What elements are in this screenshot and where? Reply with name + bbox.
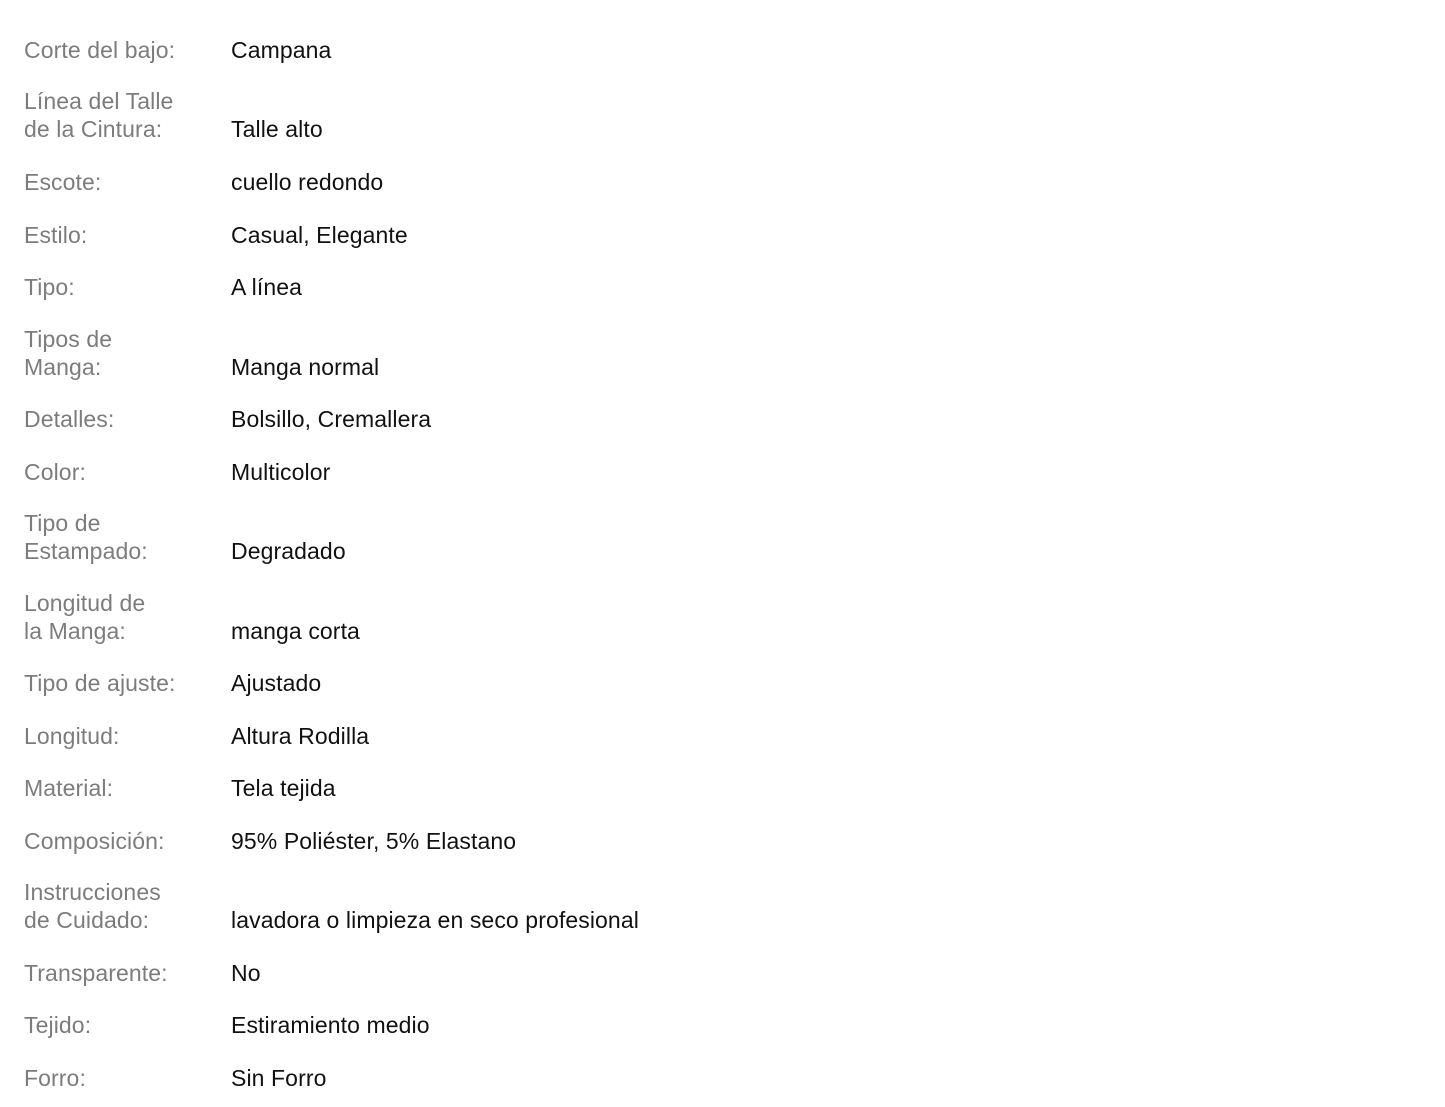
spec-value: Multicolor	[231, 458, 331, 485]
spec-row-neckline	[24, 162, 1404, 196]
spec-value: Bolsillo, Cremallera	[231, 405, 432, 432]
spec-value: A línea	[231, 273, 303, 300]
spec-row-sheer	[24, 953, 1404, 987]
spec-value: Ajustado	[231, 669, 322, 696]
spec-label: Corte del bajo:	[24, 36, 176, 63]
spec-value: Casual, Elegante	[231, 221, 408, 248]
spec-value: Talle alto	[231, 115, 323, 142]
spec-label: Tipo de ajuste:	[24, 669, 176, 696]
spec-value: Estiramiento medio	[231, 1011, 430, 1038]
spec-label: Composición:	[24, 827, 165, 854]
spec-value: Campana	[231, 36, 332, 63]
spec-label: Tipo:	[24, 273, 75, 300]
spec-value: Manga normal	[231, 353, 380, 380]
spec-row-fit-type	[24, 663, 1404, 697]
spec-label: Longitud:	[24, 722, 120, 749]
spec-row-composition	[24, 821, 1404, 855]
spec-value: lavadora o limpieza en seco profesional	[231, 906, 639, 933]
spec-label: Detalles:	[24, 405, 115, 432]
spec-row-sleeve-length	[24, 584, 1404, 645]
spec-label: Tejido:	[24, 1011, 92, 1038]
spec-row-material	[24, 768, 1404, 802]
spec-label: Tipos de Manga:	[24, 326, 113, 380]
spec-value: Tela tejida	[231, 774, 336, 801]
spec-label: Línea del Talle de la Cintura:	[24, 88, 174, 142]
spec-value: manga corta	[231, 617, 360, 644]
spec-row-hem-cut	[24, 30, 1404, 64]
spec-value: Degradado	[231, 537, 346, 564]
spec-row-details	[24, 399, 1404, 433]
spec-row-waistline	[24, 82, 1404, 143]
spec-row-sleeve-type	[24, 320, 1404, 381]
spec-label: Escote:	[24, 168, 102, 195]
spec-row-style	[24, 215, 1404, 249]
spec-value: 95% Poliéster, 5% Elastano	[231, 827, 517, 854]
spec-label: Longitud de la Manga:	[24, 590, 146, 644]
spec-row-length	[24, 716, 1404, 750]
spec-label: Forro:	[24, 1064, 86, 1091]
spec-row-color	[24, 452, 1404, 486]
spec-label: Transparente:	[24, 959, 168, 986]
spec-label: Material:	[24, 774, 114, 801]
spec-label: Color:	[24, 458, 86, 485]
spec-label: Tipo de Estampado:	[24, 510, 148, 564]
spec-row-type	[24, 267, 1404, 301]
spec-row-fabric	[24, 1005, 1404, 1039]
spec-row-print-type	[24, 504, 1404, 565]
spec-value: cuello redondo	[231, 168, 384, 195]
spec-row-care-instructions	[24, 873, 1404, 934]
spec-value: Sin Forro	[231, 1064, 327, 1091]
spec-value: No	[231, 959, 261, 986]
spec-label: Estilo:	[24, 221, 88, 248]
spec-row-lining	[24, 1058, 1404, 1092]
spec-value: Altura Rodilla	[231, 722, 370, 749]
spec-label: Instrucciones de Cuidado:	[24, 879, 161, 933]
